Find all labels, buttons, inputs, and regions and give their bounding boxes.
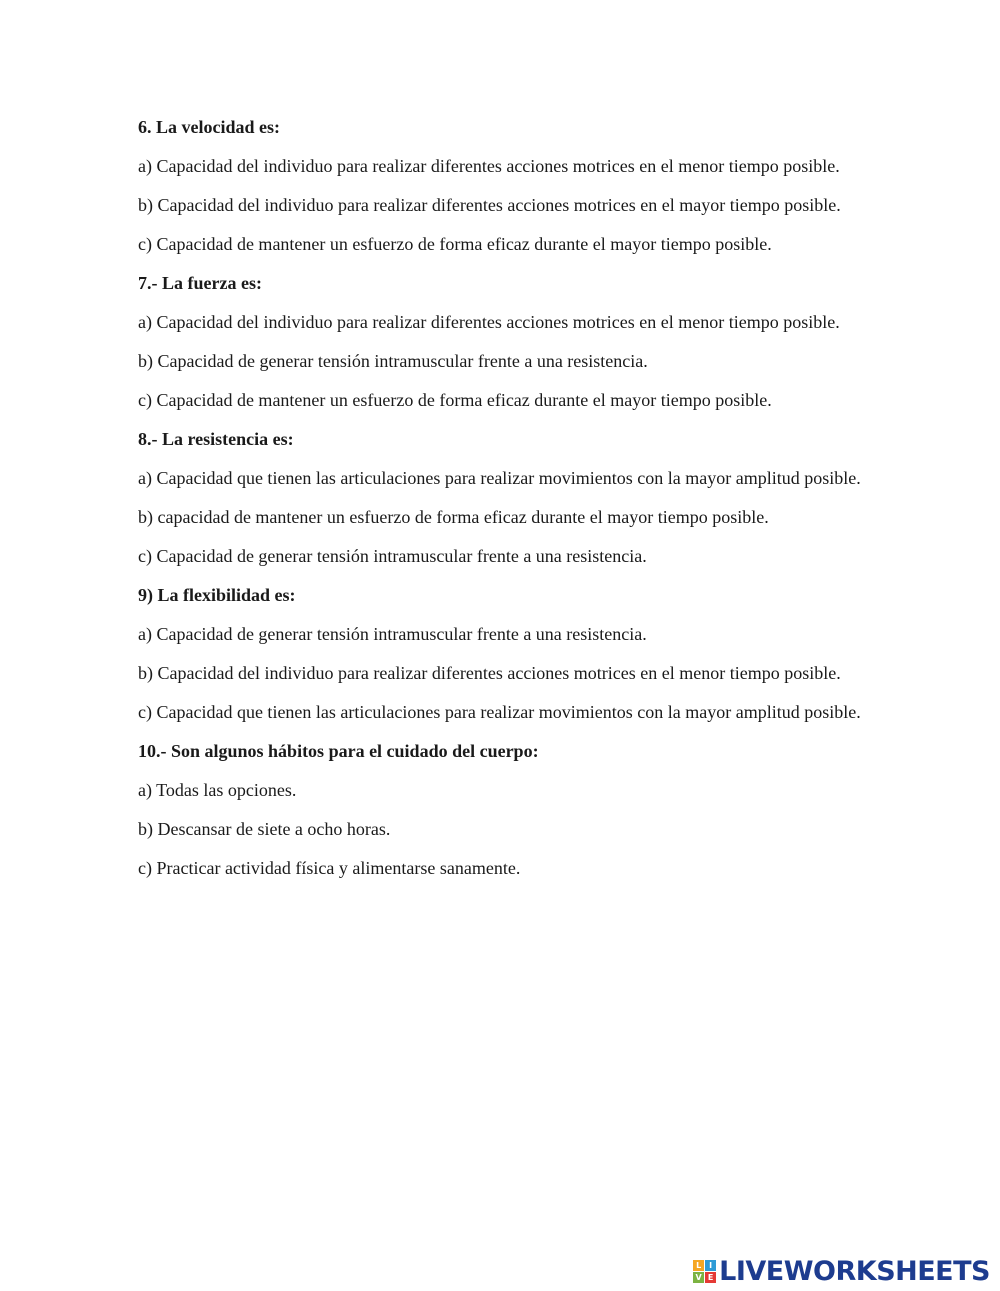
option-a[interactable]: a) Todas las opciones.	[138, 780, 297, 800]
liveworksheets-logo	[693, 1253, 990, 1289]
option-b[interactable]: b) Descansar de siete a ocho horas.	[138, 819, 391, 839]
option-c[interactable]: c) Capacidad de mantener un esfuerzo de forma eficaz durante el mayor tiempo posible.	[138, 390, 772, 410]
option-b[interactable]: b) capacidad de mantener un esfuerzo de forma eficaz durante el mayor tiempo posible.	[138, 507, 769, 527]
logo-mark-cell: V	[693, 1272, 704, 1283]
option-a[interactable]: a) Capacidad del individuo para realizar diferentes acciones motrices en el menor tiempo posible.	[138, 312, 840, 332]
question-title: 7.- La fuerza es:	[138, 273, 262, 293]
question-title: 6. La velocidad es:	[138, 117, 280, 137]
question-7	[138, 270, 873, 413]
question-title: 10.- Son algunos hábitos para el cuidado del cuerpo:	[138, 741, 539, 761]
option-a[interactable]: a) Capacidad que tienen las articulaciones para realizar movimientos con la mayor amplitud posible.	[138, 468, 861, 488]
logo-mark-cell: E	[705, 1272, 716, 1283]
question-title: 8.- La resistencia es:	[138, 429, 294, 449]
option-c[interactable]: c) Capacidad de mantener un esfuerzo de forma eficaz durante el mayor tiempo posible.	[138, 234, 772, 254]
option-a[interactable]: a) Capacidad de generar tensión intramuscular frente a una resistencia.	[138, 624, 647, 644]
option-c[interactable]: c) Capacidad que tienen las articulaciones para realizar movimientos con la mayor amplitud posible.	[138, 702, 861, 722]
questions-container	[138, 114, 873, 894]
question-10	[138, 738, 873, 881]
option-c[interactable]: c) Practicar actividad física y alimentarse sanamente.	[138, 858, 521, 878]
logo-mark-icon	[693, 1260, 716, 1283]
question-title: 9) La flexibilidad es:	[138, 585, 296, 605]
option-b[interactable]: b) Capacidad del individuo para realizar diferentes acciones motrices en el mayor tiempo posible.	[138, 195, 841, 215]
logo-mark-cell: L	[693, 1260, 704, 1271]
option-b[interactable]: b) Capacidad del individuo para realizar diferentes acciones motrices en el menor tiempo posible.	[138, 663, 841, 683]
option-c[interactable]: c) Capacidad de generar tensión intramuscular frente a una resistencia.	[138, 546, 647, 566]
question-8	[138, 426, 873, 569]
logo-mark-cell: I	[705, 1260, 716, 1271]
option-b[interactable]: b) Capacidad de generar tensión intramuscular frente a una resistencia.	[138, 351, 648, 371]
logo-text: LIVEWORKSHEETS	[719, 1255, 990, 1287]
question-6	[138, 114, 873, 257]
question-9	[138, 582, 873, 725]
option-a[interactable]: a) Capacidad del individuo para realizar diferentes acciones motrices en el menor tiempo posible.	[138, 156, 840, 176]
